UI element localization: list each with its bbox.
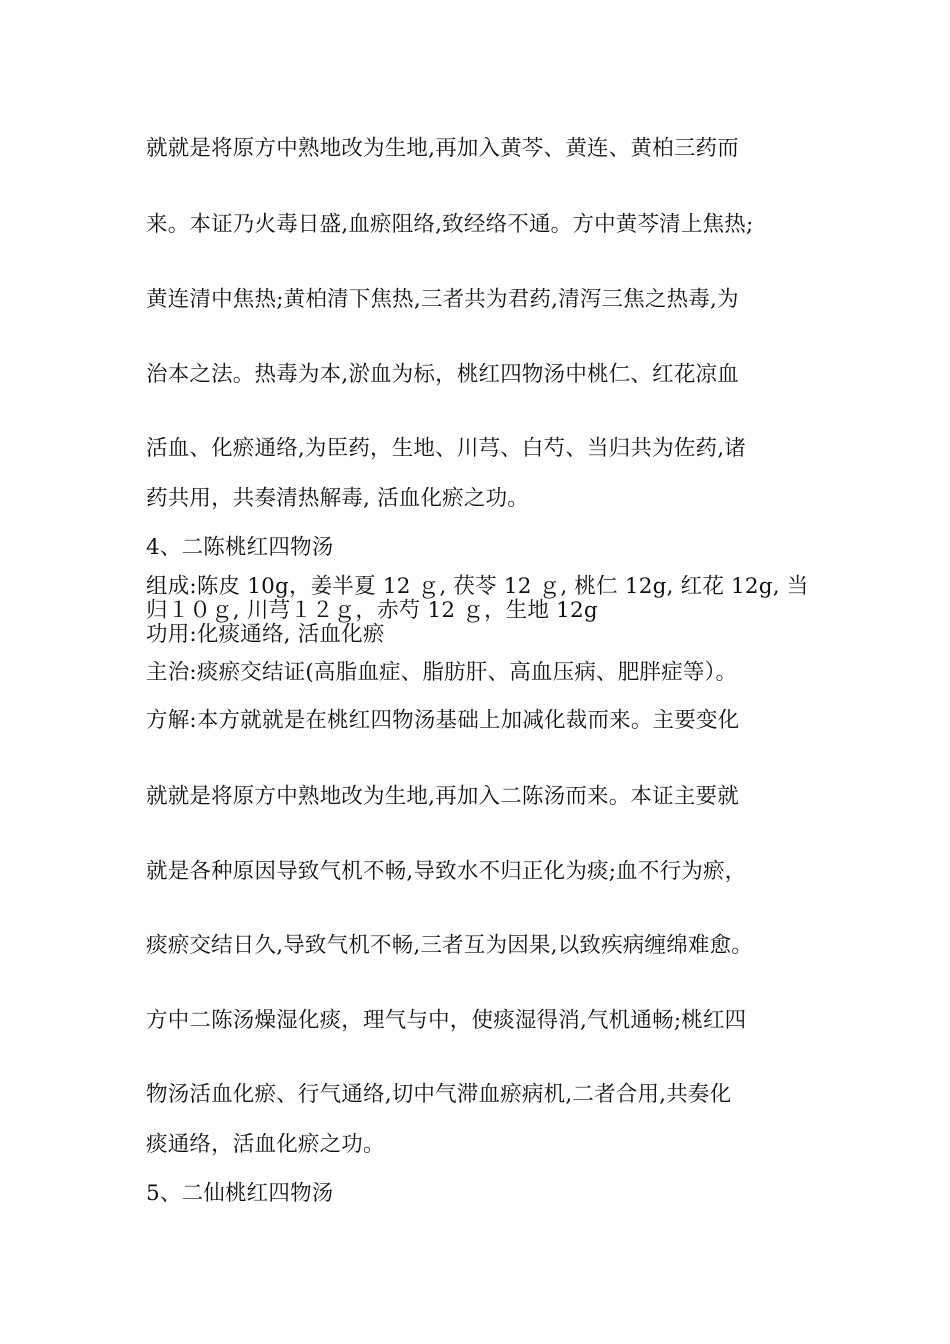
- text-line: 方解:本方就就是在桃红四物汤基础上加减化裁而来。主要变化: [146, 708, 740, 733]
- text-line: 组成:陈皮 10g，姜半夏 12 ｇ, 茯苓 12 ｇ, 桃仁 12g, 红花 12g, 当: [146, 574, 809, 599]
- text-line: 就就是将原方中熟地改为生地,再加入二陈汤而来。本证主要就: [146, 784, 739, 809]
- text-line: 物汤活血化瘀、行气通络,切中气滞血瘀病机,二者合用,共奏化: [146, 1082, 732, 1107]
- text-line: 主治:痰瘀交结证(高脂血症、脂肪肝、高血压病、肥胖症等）。: [146, 660, 738, 685]
- text-line: 方中二陈汤燥湿化痰，理气与中，使痰湿得消,气机通畅;桃红四: [146, 1008, 747, 1033]
- section-heading: 5、二仙桃红四物汤: [146, 1181, 334, 1206]
- text-line: 就是各种原因导致气机不畅,导致水不归正化为痰;血不行为瘀，: [146, 859, 747, 884]
- text-line: 来。本证乃火毒日盛,血瘀阻络,致经络不通。方中黄芩清上焦热;: [146, 212, 754, 237]
- text-line: 功用:化痰通络, 活血化瘀: [146, 622, 385, 647]
- text-line: 黄连清中焦热;黄柏清下焦热,三者共为君药,清泻三焦之热毒,为: [146, 287, 739, 312]
- text-line: 痰通络，活血化瘀之功。: [146, 1132, 385, 1157]
- text-line: 痰瘀交结日久,导致气机不畅,三者互为因果,以致疾病缠绵难愈。: [146, 933, 754, 958]
- text-line: 就就是将原方中熟地改为生地,再加入黄芩、黄连、黄柏三药而: [146, 136, 739, 161]
- section-heading: 4、二陈桃红四物汤: [146, 535, 334, 560]
- text-line: 药共用，共奏清热解毒, 活血化瘀之功。: [146, 486, 529, 511]
- text-line: 治本之法。热毒为本,淤血为标，桃红四物汤中桃仁、红花凉血: [146, 362, 739, 387]
- text-line: 归１０ｇ, 川芎１２ｇ，赤芍 12 ｇ，生地 12g: [146, 598, 598, 623]
- text-line: 活血、化瘀通络,为臣药，生地、川芎、白芍、当归共为佐药,诸: [146, 436, 746, 461]
